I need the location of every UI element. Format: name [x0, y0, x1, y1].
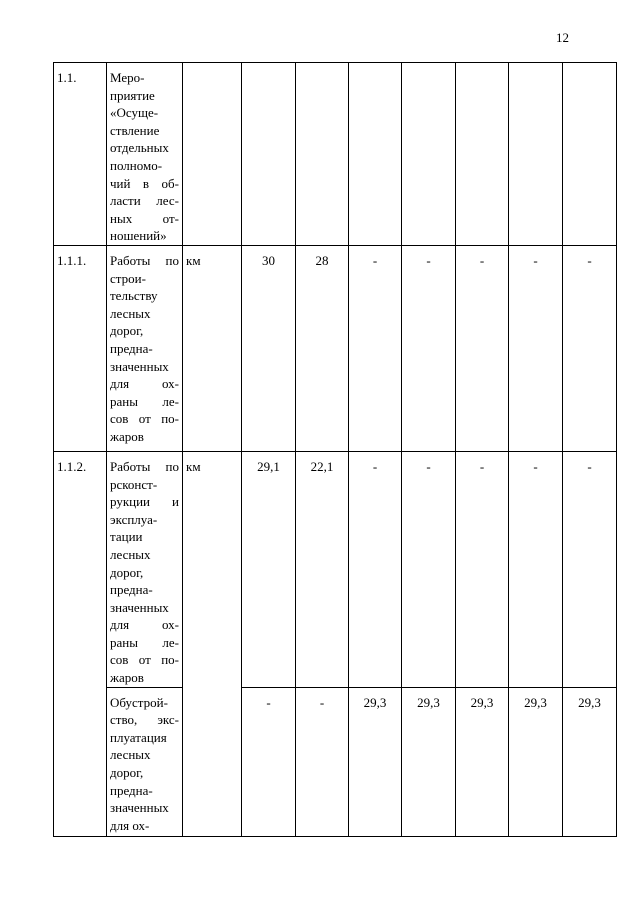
row-name-line: ношений»: [110, 228, 167, 244]
data-table: [53, 62, 617, 837]
row-name-line: сов от по-: [110, 411, 179, 427]
row-name-line: значенных: [110, 358, 169, 374]
row-value: [296, 63, 349, 246]
row-value: -: [296, 687, 349, 836]
row-unit: км: [183, 245, 242, 451]
row-value: -: [563, 451, 617, 687]
row-value: -: [456, 451, 509, 687]
table-body: [54, 63, 617, 837]
row-name-line: Обустрой-: [110, 694, 168, 710]
row-name-line: «Осуще-: [110, 105, 159, 121]
table-row: [54, 63, 617, 246]
row-value: [456, 63, 509, 246]
row-unit: км: [183, 451, 242, 836]
row-name-line: раны ле-: [110, 393, 179, 409]
row-name-line: отдельных: [110, 140, 169, 156]
row-name-line: дорог,: [110, 765, 144, 781]
row-value: -: [242, 687, 296, 836]
row-name-line: Работы по: [110, 252, 179, 268]
row-value: 29,1: [242, 451, 296, 687]
row-number: 1.1.2.: [54, 451, 107, 836]
row-number: 1.1.: [54, 63, 107, 246]
row-value: 22,1: [296, 451, 349, 687]
row-name-line: лесных: [110, 747, 151, 763]
row-name-line: для ох-: [110, 817, 150, 833]
row-value: -: [402, 245, 456, 451]
row-value: -: [563, 245, 617, 451]
row-name-line: лесных: [110, 546, 151, 562]
row-name-line: для ох-: [110, 617, 179, 633]
row-value: -: [402, 451, 456, 687]
page-number: 12: [556, 30, 569, 45]
row-name-line: тации: [110, 529, 143, 545]
row-name-line: полномо-: [110, 157, 163, 173]
row-value: 29,3: [402, 687, 456, 836]
table-row: [54, 245, 617, 451]
row-name-line: значенных: [110, 800, 169, 816]
row-name-line: лесных: [110, 305, 151, 321]
row-value: -: [509, 451, 563, 687]
row-name-line: для ох-: [110, 376, 179, 392]
row-name-line: значенных: [110, 599, 169, 615]
table-row: [54, 687, 617, 836]
row-name-line: приятие: [110, 87, 155, 103]
row-value: 30: [242, 245, 296, 451]
row-value: 29,3: [509, 687, 563, 836]
row-name-line: эксплуа-: [110, 511, 158, 527]
row-name: [107, 451, 183, 687]
row-name-line: дорог,: [110, 564, 144, 580]
row-unit: [183, 63, 242, 246]
row-name-line: строи-: [110, 270, 146, 286]
row-name-line: дорог,: [110, 323, 144, 339]
row-value: [349, 63, 402, 246]
row-value: 28: [296, 245, 349, 451]
row-value: [509, 63, 563, 246]
row-value: -: [456, 245, 509, 451]
row-name-line: ных от-: [110, 210, 179, 226]
row-name-line: чий в об-: [110, 175, 179, 191]
row-number: 1.1.1.: [54, 245, 107, 451]
row-value: [563, 63, 617, 246]
row-name-line: предна-: [110, 340, 153, 356]
row-value: 29,3: [456, 687, 509, 836]
row-name-line: жаров: [110, 670, 144, 686]
row-value: [242, 63, 296, 246]
row-name-line: предна-: [110, 782, 153, 798]
row-value: 29,3: [563, 687, 617, 836]
row-name: [107, 63, 183, 246]
row-value: 29,3: [349, 687, 402, 836]
row-name-line: раны ле-: [110, 634, 179, 650]
row-name-line: Меро-: [110, 70, 145, 85]
row-name-line: рсконст-: [110, 476, 158, 492]
row-value: [402, 63, 456, 246]
row-value: -: [509, 245, 563, 451]
row-name-line: плуатация: [110, 729, 167, 745]
row-name-line: жаров: [110, 428, 144, 444]
row-name-line: ласти лес-: [110, 193, 179, 209]
row-name-line: рукции и: [110, 494, 179, 510]
row-name-line: тельству: [110, 288, 158, 304]
row-name-line: ство, экс-: [110, 712, 179, 728]
row-name-line: Работы по: [110, 458, 179, 474]
table-row: [54, 451, 617, 687]
row-name: [107, 687, 183, 836]
row-value: -: [349, 451, 402, 687]
row-value: -: [349, 245, 402, 451]
row-name: [107, 245, 183, 451]
row-name-line: сов от по-: [110, 652, 179, 668]
row-name-line: предна-: [110, 582, 153, 598]
row-name-line: ствление: [110, 122, 160, 138]
